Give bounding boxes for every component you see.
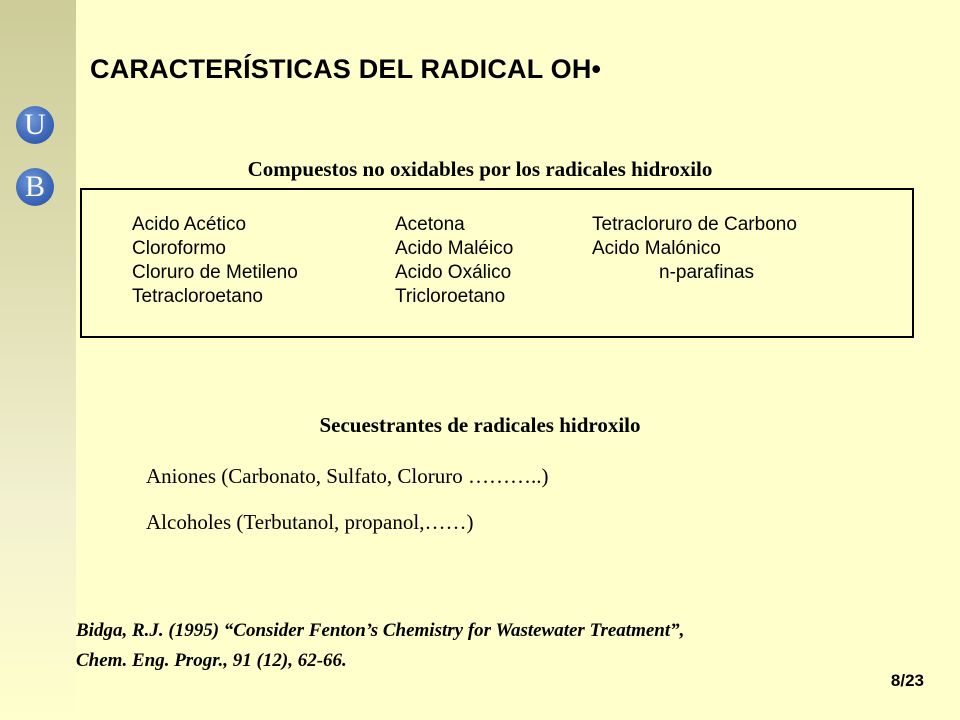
compound-item: Cloruro de Metileno — [132, 262, 298, 283]
reference-line-2: Chem. Eng. Progr., 91 (12), 62-66. — [76, 650, 347, 671]
compound-item: Acetona — [395, 214, 465, 235]
compound-item: Cloroformo — [132, 238, 226, 259]
logo-b-icon: B — [16, 168, 54, 206]
compound-box — [80, 188, 914, 338]
scavenger-item: Aniones (Carbonato, Sulfato, Cloruro ………..) — [146, 464, 549, 488]
compound-column-2 — [395, 213, 513, 309]
logo-u-icon: U — [16, 106, 54, 144]
reference-line-1: Bidga, R.J. (1995) “Consider Fenton’s Chemistry for Wastewater Treatment”, — [76, 620, 685, 641]
compound-item: Tetracloroetano — [132, 286, 263, 307]
compound-column-3 — [592, 213, 797, 285]
sidebar-band — [0, 0, 76, 720]
compound-item: Tetracloruro de Carbono — [592, 214, 797, 235]
compound-column-1 — [132, 213, 298, 309]
compound-item: Acido Maléico — [395, 238, 514, 259]
compound-item: Acido Acético — [132, 214, 247, 235]
compound-item: n-parafinas — [659, 262, 755, 283]
scavenger-item: Alcoholes (Terbutanol, propanol,……) — [146, 510, 474, 534]
page-number: 8/23 — [890, 671, 924, 690]
scavengers-heading: Secuestrantes de radicales hidroxilo — [319, 413, 641, 437]
compound-item: Acido Oxálico — [395, 262, 512, 283]
slide-title: CARACTERÍSTICAS DEL RADICAL OH• — [90, 54, 602, 84]
compound-item: Acido Malónico — [592, 238, 721, 259]
compound-item: Tricloroetano — [395, 286, 506, 307]
non-oxidizable-heading: Compuestos no oxidables por los radicales hidroxilo — [247, 157, 713, 181]
